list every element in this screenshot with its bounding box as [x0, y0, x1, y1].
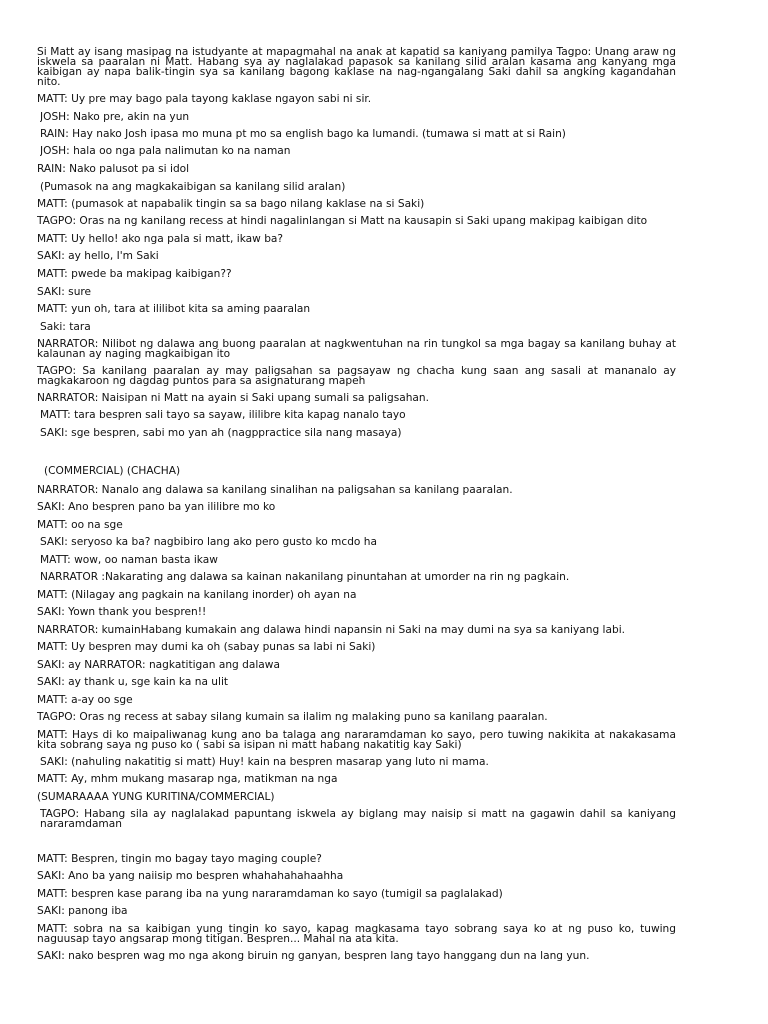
script-line: MATT: (Nilagay ang pagkain na kanilang inorder) oh ayan na — [37, 590, 357, 600]
script-line: SAKI: (nahuling nakatitig si matt) Huy! kain na bespren masarap yang luto ni mama. — [40, 757, 489, 767]
script-line: MATT: Uy bespren may dumi ka oh (sabay punas sa labi ni Saki) — [37, 642, 376, 652]
script-line: MATT: yun oh, tara at ililibot kita sa aming paaralan — [37, 304, 311, 314]
narrator-line: NARRATOR: Naisipan ni Matt na ayain si Saki upang sumali sa paligsahan. — [37, 393, 430, 403]
script-line: MATT: tara bespren sali tayo sa sayaw, ililibre kita kapag nanalo tayo — [40, 410, 406, 420]
script-line: Saki: tara — [40, 322, 91, 332]
scene-line: TAGPO: Oras na ng kanilang recess at hindi nagalinlangan si Matt na kausapin si Saki upang makipag kaibigan dito — [37, 216, 648, 226]
commercial-marker: (SUMARAAAA YUNG KURITINA/COMMERCIAL) — [37, 792, 275, 802]
script-line: RAIN: Hay nako Josh ipasa mo muna pt mo sa english bago ka lumandi. (tumawa si matt at si Rain) — [40, 129, 566, 139]
script-line: RAIN: Nako palusot pa si idol — [37, 164, 190, 174]
scene-line: TAGPO: Habang sila ay naglalakad papuntang iskwela ay biglang may naisip si matt na gagawin dahil sa kaniyang nararamdaman — [40, 809, 676, 829]
script-line: SAKI: ay thank u, sge kain ka na ulit — [37, 677, 229, 687]
script-line: MATT: bespren kase parang iba na yung nararamdaman ko sayo (tumigil sa paglalakad) — [37, 889, 503, 899]
script-line: SAKI: Yown thank you bespren!! — [37, 607, 207, 617]
script-line: MATT: Uy hello! ako nga pala si matt, ikaw ba? — [37, 234, 284, 244]
script-line: MATT: Uy pre may bago pala tayong kaklase ngayon sabi ni sir. — [37, 94, 372, 104]
script-line: SAKI: nako bespren wag mo nga akong biruin ng ganyan, bespren lang tayo hanggang dun na lang yun. — [37, 951, 590, 961]
script-line: MATT: sobra na sa kaibigan yung tingin ko sayo, kapag magkasama tayo sobrang saya ko at ng puso ko, tuwing naguusap tayo angsarap mong titigan. Bespren... Mahal na ata kita. — [37, 924, 676, 944]
script-line: JOSH: Nako pre, akin na yun — [40, 112, 190, 122]
script-line: MATT: oo na sge — [37, 520, 123, 530]
script-line: MATT: Hays di ko maipaliwanag kung ano ba talaga ang nararamdaman ko sayo, pero tuwing nakikita at nakakasama kita sobrang saya ng puso ko ( sabi sa isipan ni matt habang nakatitig kay Saki) — [37, 730, 676, 750]
script-line: SAKI: panong iba — [37, 906, 128, 916]
script-line: SAKI: Ano ba yang naiisip mo bespren whahahahahaahha — [37, 871, 344, 881]
script-line: SAKI: seryoso ka ba? nagbibiro lang ako pero gusto ko mcdo ha — [40, 537, 377, 547]
script-line: MATT: wow, oo naman basta ikaw — [40, 555, 218, 565]
narrator-line: NARRATOR: Nanalo ang dalawa sa kanilang sinalihan na paligsahan sa kanilang paaralan. — [37, 485, 513, 495]
script-line: SAKI: ay NARRATOR: nagkatitigan ang dalawa — [37, 660, 280, 670]
script-line: MATT: pwede ba makipag kaibigan?? — [37, 269, 232, 279]
script-line: MATT: (pumasok at napabalik tingin sa sa bago nilang kaklase na si Saki) — [37, 199, 425, 209]
script-line: SAKI: Ano bespren pano ba yan ililibre mo ko — [37, 502, 276, 512]
scene-line: TAGPO: Sa kanilang paaralan ay may paligsahan sa pagsayaw ng chacha kung saan ang sasali at mananalo ay magkakaroon ng dagdag puntos para sa asignaturang mapeh — [37, 366, 676, 386]
script-line: SAKI: ay hello, I'm Saki — [37, 251, 159, 261]
script-line: MATT: Bespren, tingin mo bagay tayo maging couple? — [37, 854, 322, 864]
commercial-marker: (COMMERCIAL) (CHACHA) — [44, 466, 181, 476]
narrator-line: NARRATOR: kumainHabang kumakain ang dalawa hindi napansin ni Saki na may dumi na sya sa kaniyang labi. — [37, 625, 626, 635]
script-line: JOSH: hala oo nga pala nalimutan ko na naman — [40, 146, 291, 156]
intro-paragraph: Si Matt ay isang masipag na istudyante at mapagmahal na anak at kapatid sa kaniyang pamilya Tagpo: Unang araw ng iskwela sa paaralan ni Matt. Habang sya ay naglalakad papasok sa kanilang silid aralan kasama ang kanyang mga kaibigan ay napa balik-tingin sya sa kanilang bagong kaklase na nag-ngangalang Saki dahil sa angking kagandahan nito. — [37, 47, 676, 87]
narrator-line: NARRATOR: Nilibot ng dalawa ang buong paaralan at nagkwentuhan na rin tungkol sa mga bagay sa kanilang buhay at kalaunan ay naging magkaibigan ito — [37, 339, 676, 359]
script-line: MATT: a-ay oo sge — [37, 695, 133, 705]
script-line: MATT: Ay, mhm mukang masarap nga, matikman na nga — [37, 774, 338, 784]
narrator-line: NARRATOR :Nakarating ang dalawa sa kainan nakanilang pinuntahan at umorder na rin ng pagkain. — [40, 572, 570, 582]
script-line: SAKI: sge bespren, sabi mo yan ah (nagppractice sila nang masaya) — [40, 428, 402, 438]
scene-line: TAGPO: Oras ng recess at sabay silang kumain sa ilalim ng malaking puno sa kanilang paaralan. — [37, 712, 548, 722]
script-line: SAKI: sure — [37, 287, 92, 297]
stage-direction: (Pumasok na ang magkakaibigan sa kanilang silid aralan) — [40, 182, 346, 192]
